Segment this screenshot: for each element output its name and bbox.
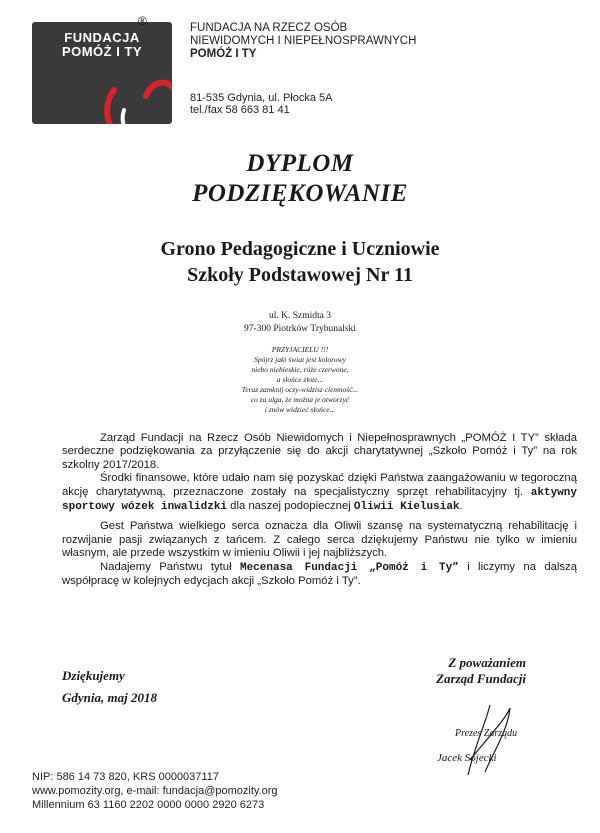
- body-paragraph-4: [62, 561, 577, 589]
- thanks-text: Dziękujemy: [62, 668, 125, 683]
- regards-line1: Z poważaniem: [448, 655, 526, 670]
- registered-mark: ®: [138, 14, 147, 28]
- org-name-line3: POMÓŻ I TY: [190, 48, 257, 60]
- poem-line: niebo niebieskie, róże czerwone,: [251, 365, 349, 374]
- poem-line: PRZYJACIELU !!!: [271, 345, 329, 354]
- body-paragraph-1: Zarząd Fundacji na Rzecz Osób Niewidomych i Niepełnosprawnych „POMÓŻ I TY” składa serdeczne podziękowania za przyłączenie się do akcji charytatywnej „Szkoło Pomóż i Ty” na rok szkolny 2017/2018.: [62, 432, 577, 471]
- footer-bank-account: Millennium 63 1160 2202 0000 0000 2920 6273: [32, 799, 265, 811]
- logo-text-line2: POMÓŻ I TY: [61, 44, 143, 59]
- body-p2-text-a: Środki finansowe, które udało nam się pozyskać dzięki Państwa zaangażowaniu w tegoroczną akcję charytatywną, przeznaczone zostały na specjalistyczny sprzęt rehabilitacyjny tj.: [62, 472, 577, 498]
- body-p4-text-b: i liczymy na dalszą współpracę w kolejnych edycjach akcji „Szkoło Pomóż i Ty”.: [62, 560, 578, 588]
- footer-tax-ids: NIP: 586 14 73 820, KRS 0000037117: [32, 771, 219, 783]
- body-paragraph-3: Gest Państwa wielkiego serca oznacza dla Oliwii szansę na systematyczną rehabilitację i rozwijanie pasji związanych z tańcem. Z całego serca dziękujemy Państwu nie tylko w imieniu własnym, ale przede wszystkim w imieniu Oliwii i jej najbliższych.: [62, 520, 577, 560]
- org-phone: tel./fax 58 663 81 41: [190, 104, 290, 116]
- poem-line: co za ulga, że można je otworzyć: [250, 395, 350, 404]
- letter-body: [62, 432, 577, 588]
- org-header: [190, 22, 590, 61]
- body-p2-highlight: aktywny sportowy wózek inwalidzki: [62, 486, 577, 514]
- school-city: 97-300 Piotrków Trybunalski: [244, 324, 356, 334]
- logo-text-line1: FUNDACJA: [64, 30, 140, 45]
- signatory-name: Jacek Sojecki: [437, 752, 497, 764]
- diploma-title: DYPLOM: [246, 150, 354, 177]
- body-p2-text-b: dla naszej podopiecznej: [230, 500, 351, 513]
- poem-line: Teraz zamknij oczy-widzisz ciemność...: [241, 385, 359, 394]
- place-date: Gdynia, maj 2018: [62, 690, 157, 705]
- org-name-line1: FUNDACJA NA RZECZ OSÓB: [190, 22, 348, 34]
- body-p4-text-a: Nadajemy Państwu tytuł: [100, 560, 232, 573]
- poem-line: i znów widzieć słońce...: [264, 405, 336, 414]
- poem-line: Spójrz jaki świat jest kolorowy: [254, 355, 346, 364]
- heart-icon: [94, 70, 172, 124]
- foundation-logo: [32, 22, 172, 124]
- org-address: 81-535 Gdynia, ul. Płocka 5A: [190, 92, 333, 104]
- org-name-line2: NIEWIDOMYCH I NIEPEŁNOSPRAWNYCH: [190, 35, 417, 47]
- recipient-line1: Grono Pedagogiczne i Uczniowie: [160, 238, 440, 260]
- thanks-title: PODZIĘKOWANIE: [192, 180, 408, 207]
- body-p4-highlight: Mecenasa Fundacji „Pomóż i Ty”: [239, 561, 459, 574]
- body-p2-end: .: [459, 500, 463, 513]
- signature-icon: [430, 700, 540, 780]
- recipient-line2: Szkoły Podstawowej Nr 11: [187, 264, 413, 286]
- beneficiary-name: Oliwii Kielusiak: [353, 501, 460, 514]
- school-street: ul. K. Szmidta 3: [268, 311, 331, 321]
- regards-block: [406, 655, 526, 687]
- poem-line: a słońce złote...: [276, 375, 324, 384]
- org-address-block: [190, 92, 490, 116]
- body-paragraph-2: [62, 472, 577, 514]
- regards-line2: Zarząd Fundacji: [436, 671, 526, 686]
- signatory-title: Prezes Zarządu: [455, 728, 518, 739]
- footer: [32, 770, 532, 812]
- footer-contact: www.pomozity.org, e-mail: fundacja@pomozity.org: [32, 785, 278, 797]
